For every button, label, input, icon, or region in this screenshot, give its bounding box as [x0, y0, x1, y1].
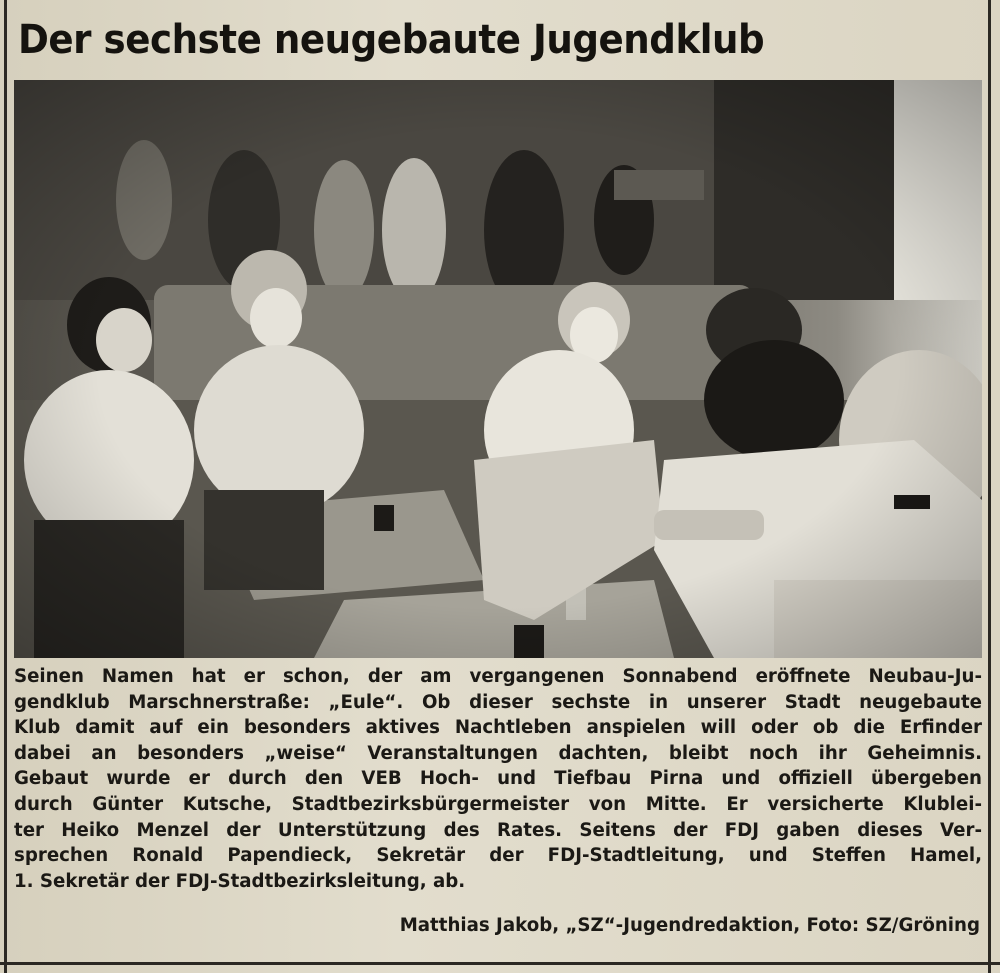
- caption-line: Gebaut wurde er durch den VEB Hoch- und Tiefbau Pirna und offiziell übergeben: [14, 768, 982, 790]
- column-rule-bottom: [0, 962, 1000, 965]
- caption-line: durch Günter Kutsche, Stadtbezirksbürgermeister von Mitte. Er versicherte Klublei-: [14, 793, 982, 815]
- caption-line: dabei an besonders „weise“ Veranstaltungen dachten, bleibt noch ihr Geheimnis.: [14, 742, 982, 764]
- caption-line: Klub damit auf ein besonders aktives Nachtleben anspielen will oder ob die Erfinder: [14, 717, 982, 739]
- caption-line: Seinen Namen hat er schon, der am vergangenen Sonnabend eröffnete Neubau-Ju-: [14, 666, 982, 687]
- column-rule-left: [4, 0, 7, 973]
- caption-line: gendklub Marschnerstraße: „Eule“. Ob dieser sechste in unserer Stadt neugebaute: [14, 691, 982, 713]
- photo-illustration: [14, 80, 982, 658]
- photo-caption: [14, 664, 982, 894]
- caption-line: sprechen Ronald Papendieck, Sekretär der FDJ-Stadtleitung, und Steffen Hamel,: [14, 845, 982, 867]
- byline: Matthias Jakob, „SZ“-Jugendredaktion, Foto: SZ/Gröning: [399, 915, 980, 936]
- caption-line: 1. Sekretär der FDJ-Stadtbezirksleitung, ab.: [14, 870, 466, 892]
- caption-line: ter Heiko Menzel der Unterstützung des Rates. Seitens der FDJ gaben dieses Ver-: [14, 819, 982, 841]
- headline: Der sechste neugebaute Jugendklub: [18, 17, 765, 63]
- article-photo: [14, 80, 982, 658]
- column-rule-right: [988, 0, 991, 973]
